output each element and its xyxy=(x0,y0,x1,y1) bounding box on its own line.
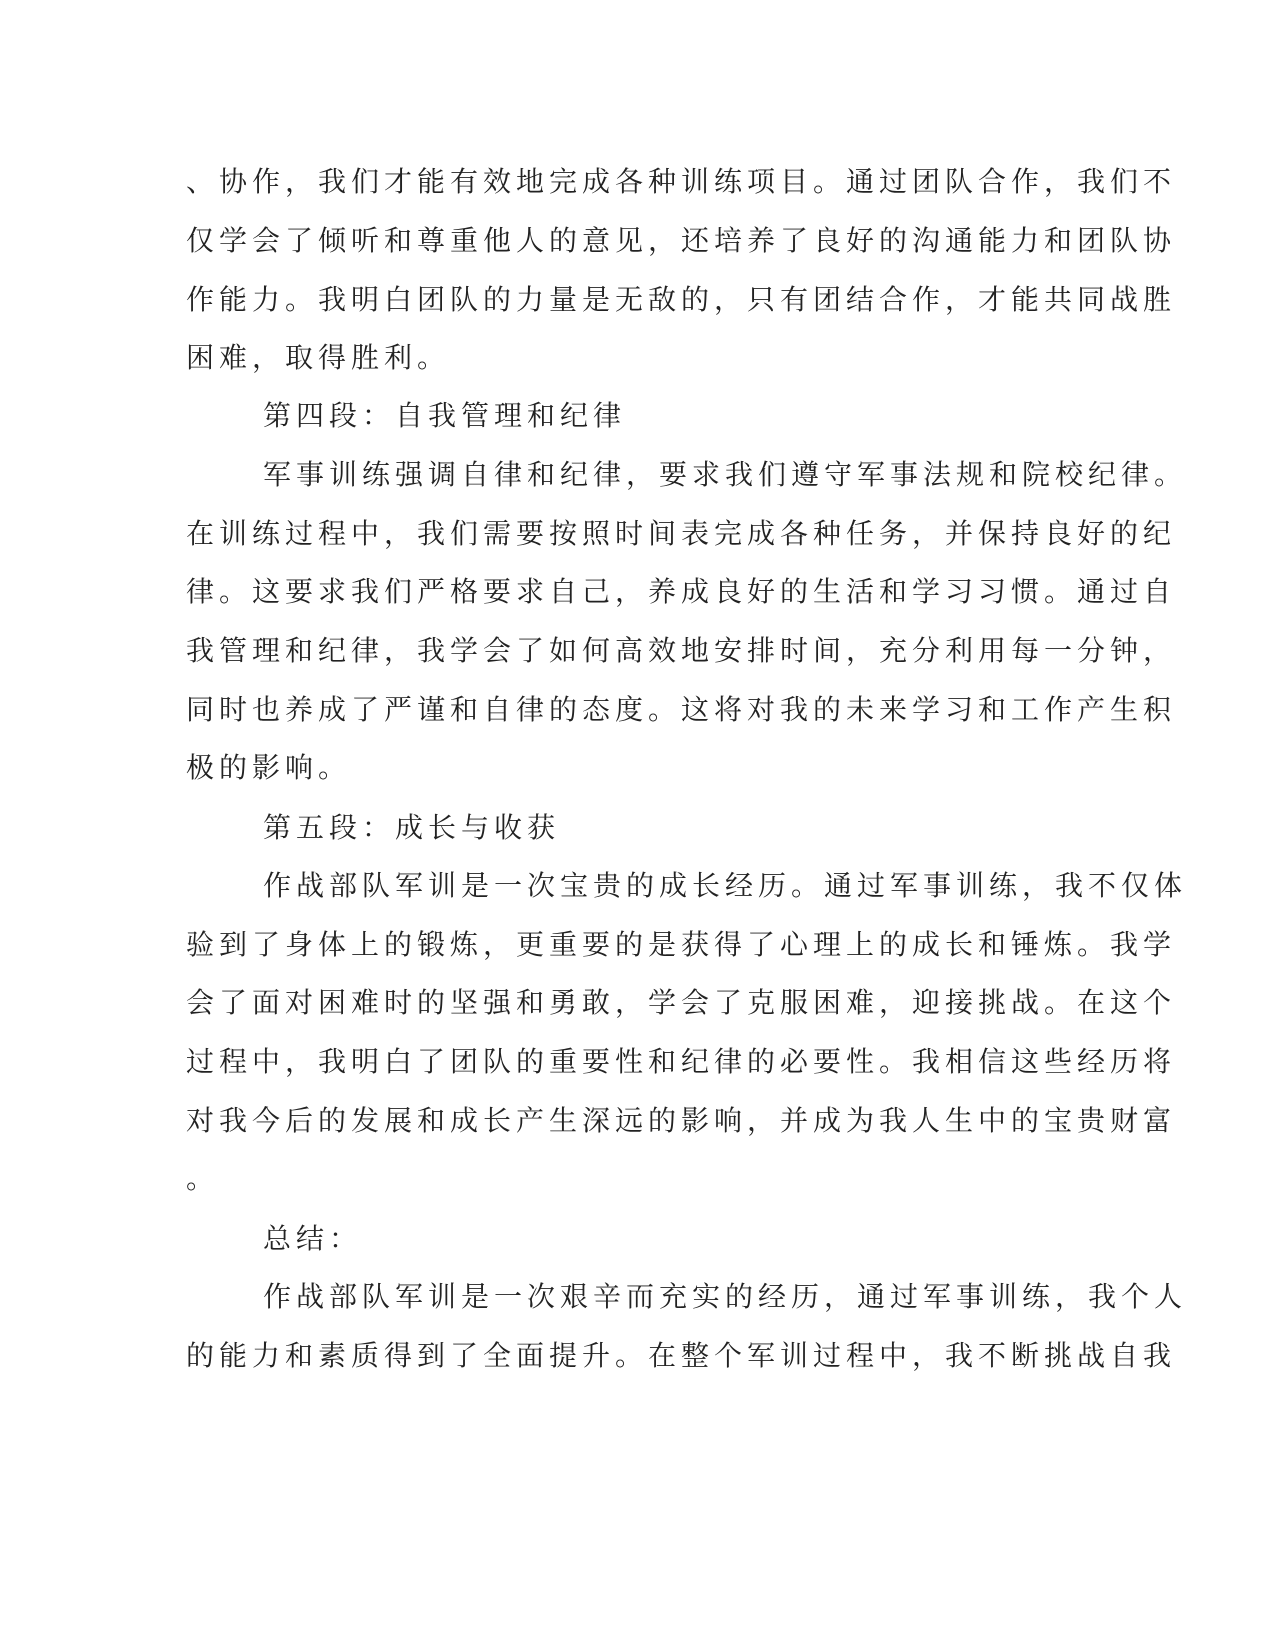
text-line: 对我今后的发展和成长产生深远的影响，并成为我人生中的宝贵财富 xyxy=(186,1104,1177,1137)
text-line: 在训练过程中，我们需要按照时间表完成各种任务，并保持良好的纪 xyxy=(186,517,1177,550)
text-line: 、协作，我们才能有效地完成各种训练项目。通过团队合作，我们不 xyxy=(186,165,1177,198)
section-heading: 第五段：成长与收获 xyxy=(263,811,561,844)
text-line: 仅学会了倾听和尊重他人的意见，还培养了良好的沟通能力和团队协 xyxy=(186,224,1177,257)
section-heading: 第四段：自我管理和纪律 xyxy=(263,399,627,432)
text-line: 极的影响。 xyxy=(186,751,352,784)
text-line: 的能力和素质得到了全面提升。在整个军训过程中，我不断挑战自我 xyxy=(186,1339,1177,1372)
text-line: 。 xyxy=(186,1162,220,1195)
text-line: 我管理和纪律，我学会了如何高效地安排时间，充分利用每一分钟， xyxy=(186,634,1177,667)
text-line: 过程中，我明白了团队的重要性和纪律的必要性。我相信这些经历将 xyxy=(186,1045,1177,1078)
text-line: 军事训练强调自律和纪律，要求我们遵守军事法规和院校纪律。 xyxy=(263,458,1188,491)
text-line: 作战部队军训是一次艰辛而充实的经历，通过军事训练，我个人 xyxy=(263,1280,1188,1313)
text-line: 作战部队军训是一次宝贵的成长经历。通过军事训练，我不仅体 xyxy=(263,869,1188,902)
section-heading: 总结： xyxy=(263,1222,363,1255)
text-line: 同时也养成了严谨和自律的态度。这将对我的未来学习和工作产生积 xyxy=(186,693,1177,726)
text-line: 律。这要求我们严格要求自己，养成良好的生活和学习习惯。通过自 xyxy=(186,575,1177,608)
text-line: 作能力。我明白团队的力量是无敌的，只有团结合作，才能共同战胜 xyxy=(186,283,1177,316)
text-line: 困难，取得胜利。 xyxy=(186,341,451,374)
text-line: 验到了身体上的锻炼，更重要的是获得了心理上的成长和锤炼。我学 xyxy=(186,928,1177,961)
text-line: 会了面对困难时的坚强和勇敢，学会了克服困难，迎接挑战。在这个 xyxy=(186,986,1177,1019)
